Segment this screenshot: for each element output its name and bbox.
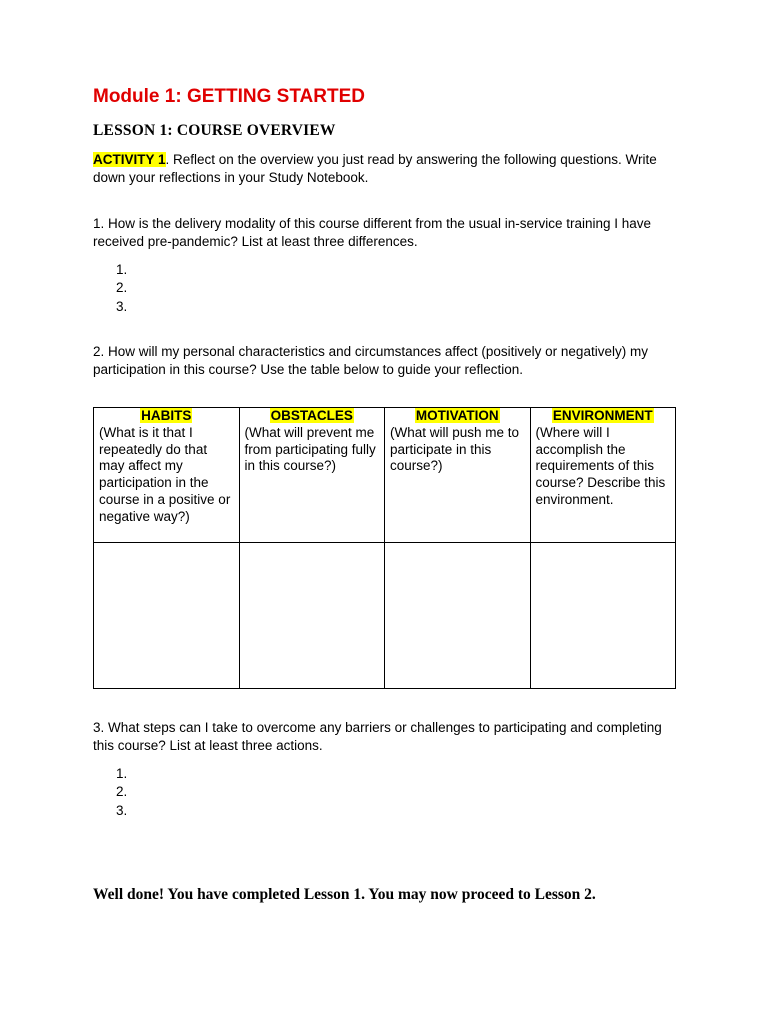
obstacles-header: OBSTACLES <box>270 408 353 423</box>
habits-description: (What is it that I repeatedly do that may affect my participation in the course in a positive or negative way?) <box>99 424 231 524</box>
obstacles-column-cell <box>239 408 385 543</box>
table-response-row <box>94 543 676 689</box>
habits-header: HABITS <box>141 408 192 423</box>
list-item: 2. <box>116 784 128 800</box>
activity-label: ACTIVITY 1 <box>93 152 166 167</box>
lesson-title: LESSON 1: COURSE OVERVIEW <box>93 122 336 139</box>
question-2: 2. How will my personal characteristics and circumstances affect (positively or negatively) my participation in this course? Use the table below to guide your reflection. <box>93 344 648 378</box>
question-3-answer-list <box>93 765 127 820</box>
habits-column-cell <box>94 408 240 543</box>
environment-response-cell[interactable] <box>530 543 676 689</box>
list-item: 2. <box>116 280 128 296</box>
activity-text: . Reflect on the overview you just read by answering the following questions. Write down your reflections in your Study Notebook. <box>93 152 657 186</box>
motivation-column-cell <box>385 408 531 543</box>
column-header <box>536 408 671 425</box>
column-header <box>390 408 525 425</box>
environment-column-cell <box>530 408 676 543</box>
habits-response-cell[interactable] <box>94 543 240 689</box>
motivation-header: MOTIVATION <box>415 408 499 423</box>
list-item: 1. <box>116 766 128 781</box>
closing-message: Well done! You have completed Lesson 1. You may now proceed to Lesson 2. <box>93 886 596 903</box>
question-3: 3. What steps can I take to overcome any barriers or challenges to participating and completing this course? List at least three actions. <box>93 720 662 754</box>
motivation-response-cell[interactable] <box>385 543 531 689</box>
environment-description: (Where will I accomplish the requirements of this course? Describe this environment. <box>535 424 666 507</box>
activity-instructions <box>93 151 683 188</box>
column-header <box>245 408 380 425</box>
column-header <box>99 408 234 425</box>
list-item: 3. <box>116 802 128 818</box>
list-item: 3. <box>116 298 128 314</box>
obstacles-response-cell[interactable] <box>239 543 385 689</box>
reflection-table <box>93 407 676 689</box>
question-1-answer-list <box>93 261 127 316</box>
list-item: 1. <box>116 262 128 277</box>
motivation-description: (What will push me to participate in this course?) <box>390 424 520 474</box>
question-1: 1. How is the delivery modality of this course different from the usual in-service training I have received pre-pandemic? List at least three differences. <box>93 216 652 250</box>
obstacles-description: (What will prevent me from participating fully in this course?) <box>244 424 376 474</box>
environment-header: ENVIRONMENT <box>552 408 653 423</box>
table-header-row <box>94 408 676 543</box>
module-title: Module 1: GETTING STARTED <box>93 86 365 107</box>
